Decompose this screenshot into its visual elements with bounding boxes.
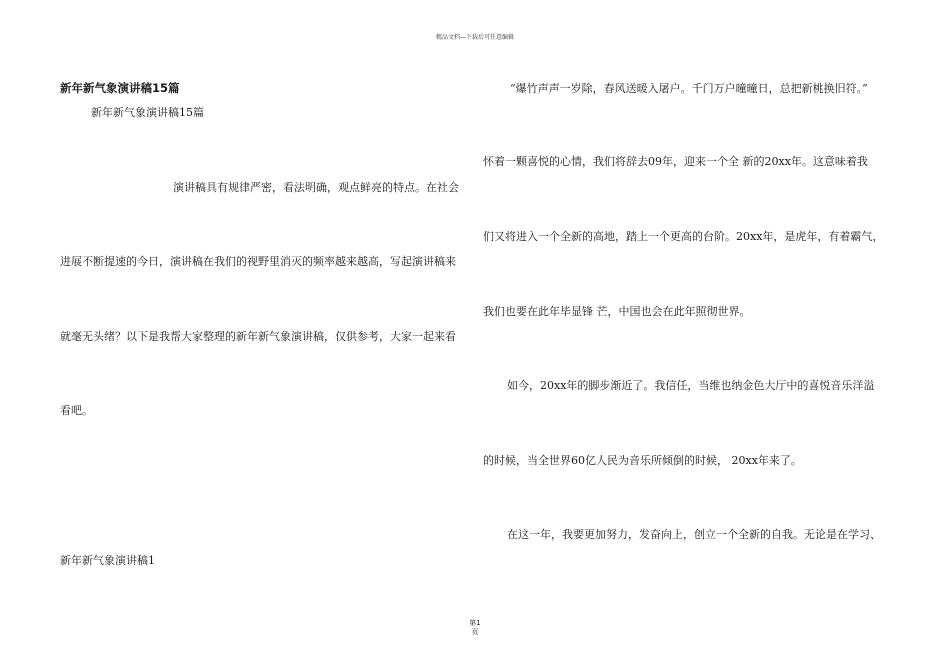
intro-line-4: 看吧。 xyxy=(60,404,93,417)
right-line-7: 在这一年，我要更加努力，发奋向上，创立一个全新的自我。无论是在学习、 xyxy=(507,528,881,541)
right-line-1: “爆竹声声一岁除，春风送暖入屠户。千门万户曈曈日，总把新桃换旧符。” xyxy=(510,82,868,95)
document-title: 新年新气象演讲稿15篇 xyxy=(60,81,180,95)
page-number-line-1: 第1 xyxy=(469,619,481,627)
right-line-4: 我们也要在此年毕显锋 芒，中国也会在此年照彻世界。 xyxy=(483,305,751,318)
right-line-2: 怀着一颗喜悦的心情，我们将辞去09年，迎来一个全 新的20xx年。这意味着我 xyxy=(483,155,868,168)
section-heading: 新年新气象演讲稿1 xyxy=(60,554,155,567)
intro-line-2: 进展不断提速的今日，演讲稿在我们的视野里消灭的频率越来越高，写起演讲稿来 xyxy=(60,255,456,268)
right-line-3: 们又将进入一个全新的高地，踏上一个更高的台阶。20xx年，是虎年，有着霸气， xyxy=(483,230,884,243)
intro-line-1: 演讲稿具有规律严密，看法明确，观点鲜亮的特点。在社会 xyxy=(173,181,459,194)
page-number-line-2: 页 xyxy=(471,628,479,636)
page-number xyxy=(0,619,950,637)
intro-line-3: 就毫无头绪？以下是我帮大家整理的新年新气象演讲稿，仅供参考，大家一起来看 xyxy=(60,330,456,343)
right-line-5: 如今，20xx年的脚步渐近了。我信任，当维也纳金色大厅中的喜悦音乐洋溢 xyxy=(507,379,875,392)
document-subtitle: 新年新气象演讲稿15篇 xyxy=(91,106,204,119)
right-line-6: 的时候，当全世界60亿人民为音乐所倾倒的时候， 20xx年来了。 xyxy=(483,454,802,467)
page-header: 精品文档—下载后可任意编辑 xyxy=(435,34,514,41)
